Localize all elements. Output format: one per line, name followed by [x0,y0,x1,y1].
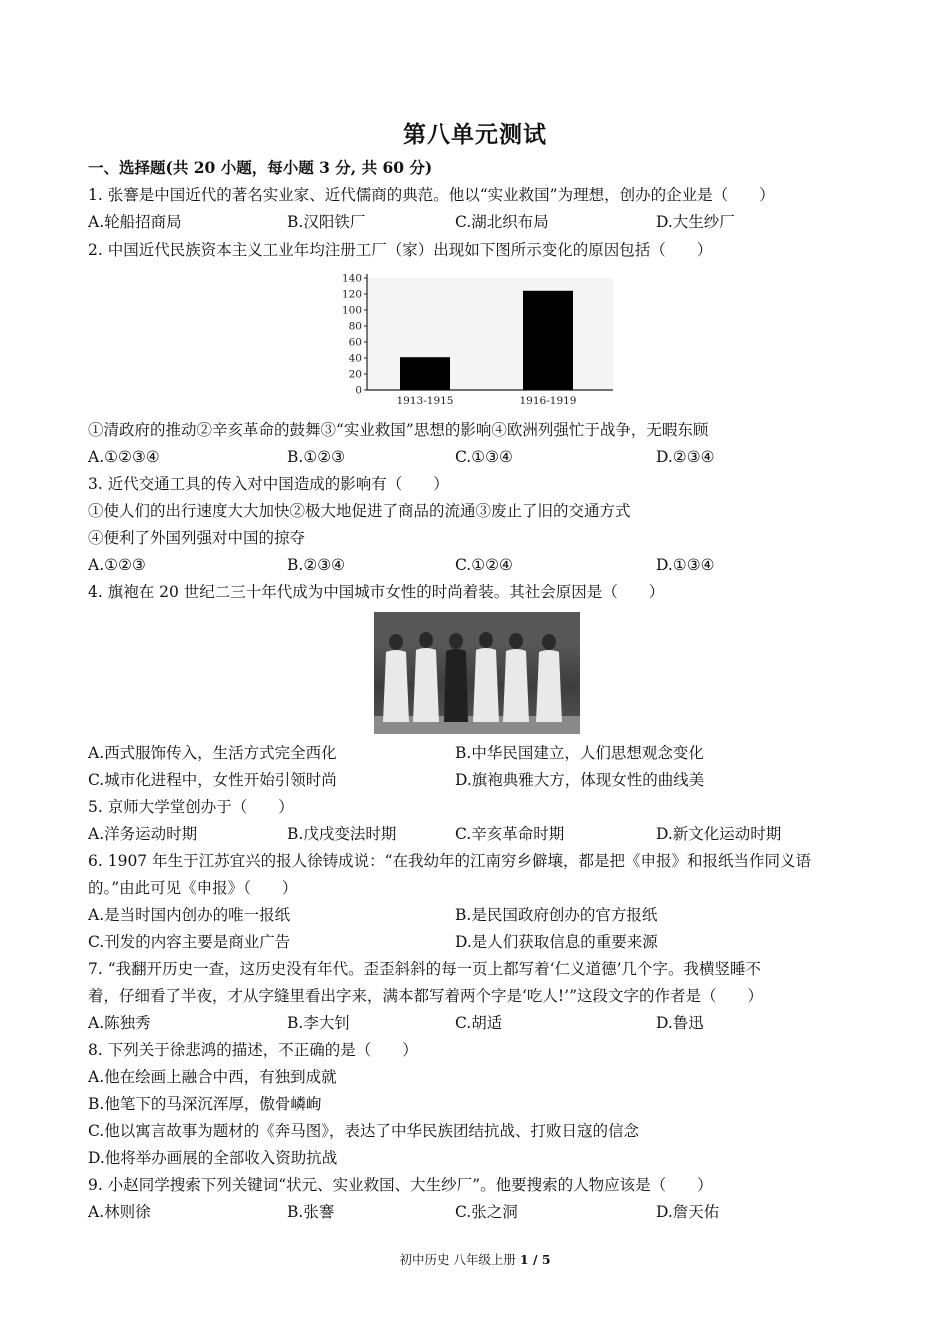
question-8-option-d: D.他将举办画展的全部收入资助抗战 [88,1149,338,1167]
question-7-option-a: A.陈独秀 [88,1014,151,1032]
qipao-women-photo [374,612,580,734]
y-tick-label: 100 [341,304,362,317]
question-5-option-a: A.洋务运动时期 [88,825,198,843]
question-9-stem: 9. 小赵同学搜索下列关键词“状元、实业救国、大生纱厂”。他要搜索的人物应该是（ ） [88,1176,713,1194]
question-6-option-d: D.是人们获取信息的重要来源 [455,933,658,951]
x-tick-label: 1916-1919 [519,395,577,407]
question-9-option-a: A.林则徐 [88,1203,151,1221]
question-3-option-c: C.①②④ [455,556,513,574]
question-7-stem-line-1: 7. “我翻开历史一查，这历史没有年代。歪歪斜斜的每一页上都写着‘仁义道德’几个字。我横竖睡不 [88,960,761,978]
question-1-option-c: C.湖北织布局 [455,213,549,231]
question-9-option-d: D.詹天佑 [656,1203,720,1221]
question-6-option-a: A.是当时国内创办的唯一报纸 [88,906,291,924]
question-3-option-a: A.①②③ [88,556,146,574]
question-1-option-b: B.汉阳铁厂 [287,213,366,231]
question-8-option-b: B.他笔下的马深沉浑厚，傲骨嶙峋 [88,1095,322,1113]
question-7-option-b: B.李大钊 [287,1014,350,1032]
question-6-option-c: C.刊发的内容主要是商业广告 [88,933,291,951]
y-tick-label: 80 [348,320,362,333]
question-7-option-d: D.鲁迅 [656,1014,704,1032]
question-2-option-c: C.①③④ [455,448,513,466]
y-tick-label: 40 [348,352,362,365]
y-tick-label: 120 [341,288,362,301]
page-number: 1 / 5 [519,1252,551,1267]
bar-1916-1919 [523,291,573,390]
question-2-option-b: B.①②③ [287,448,346,466]
question-7-stem-line-2: 着，仔细看了半夜，才从字缝里看出字来，满本都写着两个字是‘吃人!’”这段文字的作者是（ ） [88,987,764,1005]
page-footer [0,1250,950,1268]
question-3-statement-2: ④便利了外国列强对中国的掠夺 [88,529,306,547]
question-5-option-b: B.戊戌变法时期 [287,825,397,843]
question-5-option-c: C.辛亥革命时期 [455,825,565,843]
question-9-option-b: B.张謇 [287,1203,335,1221]
question-2-stem: 2. 中国近代民族资本主义工业年均注册工厂（家）出现如下图所示变化的原因包括（ ） [88,241,713,259]
question-3-option-d: D.①③④ [656,556,715,574]
question-6-option-b: B.是民国政府创办的官方报纸 [455,906,658,924]
question-4-option-d: D.旗袍典雅大方，体现女性的曲线美 [455,771,705,789]
question-5-option-d: D.新文化运动时期 [656,825,782,843]
question-1-option-d: D.大生纱厂 [656,213,735,231]
question-3-stem: 3. 近代交通工具的传入对中国造成的影响有（ ） [88,475,449,493]
question-3-option-b: B.②③④ [287,556,346,574]
question-4-option-c: C.城市化进程中，女性开始引领时尚 [88,771,337,789]
y-tick-label: 0 [355,384,362,397]
y-tick-label: 20 [348,368,362,381]
bar-1913-1915 [400,357,450,390]
question-8-stem: 8. 下列关于徐悲鸿的描述，不正确的是（ ） [88,1041,418,1059]
x-tick-label: 1913-1915 [396,395,454,407]
question-1-option-a: A.轮船招商局 [88,213,182,231]
question-8-option-a: A.他在绘画上融合中西，有独到成就 [88,1068,337,1086]
y-tick-label: 60 [348,336,362,349]
y-tick-label: 140 [341,272,362,285]
question-8-option-c: C.他以寓言故事为题材的《奔马图》，表达了中华民族团结抗战、打败日寇的信念 [88,1122,639,1140]
question-1-stem: 1. 张謇是中国近代的著名实业家、近代儒商的典范。他以“实业救国”为理想，创办的企业是（ ） [88,186,775,204]
page-title: 第八单元测试 [403,121,547,148]
question-5-stem: 5. 京师大学堂创办于（ ） [88,798,294,816]
question-2-statement: ①清政府的推动②辛亥革命的鼓舞③“实业救国”思想的影响④欧洲列强忙于战争，无暇东顾 [88,421,709,439]
question-4-option-b: B.中华民国建立，人们思想观念变化 [455,744,704,762]
question-4-stem: 4. 旗袍在 20 世纪二三十年代成为中国城市女性的时尚着装。其社会原因是（ ） [88,583,665,601]
question-6-stem-line-1: 6. 1907 年生于江苏宜兴的报人徐铸成说：“在我幼年的江南穷乡僻壤，都是把《申报》和报纸当作同义语 [88,852,812,870]
question-9-option-c: C.张之洞 [455,1203,518,1221]
question-3-statement-1: ①使人们的出行速度大大加快②极大地促进了商品的流通③废止了旧的交通方式 [88,502,631,520]
question-7-option-c: C.胡适 [455,1014,503,1032]
question-2-option-a: A.①②③④ [88,448,160,466]
factory-bar-chart [335,266,620,410]
footer-text: 初中历史 八年级上册 [399,1252,520,1267]
question-4-option-a: A.西式服饰传入，生活方式完全西化 [88,744,337,762]
section-heading: 一、选择题(共 20 小题，每小题 3 分, 共 60 分) [88,158,433,177]
question-2-option-d: D.②③④ [656,448,715,466]
question-6-stem-line-2: 的。”由此可见《申报》（ ） [88,879,298,897]
